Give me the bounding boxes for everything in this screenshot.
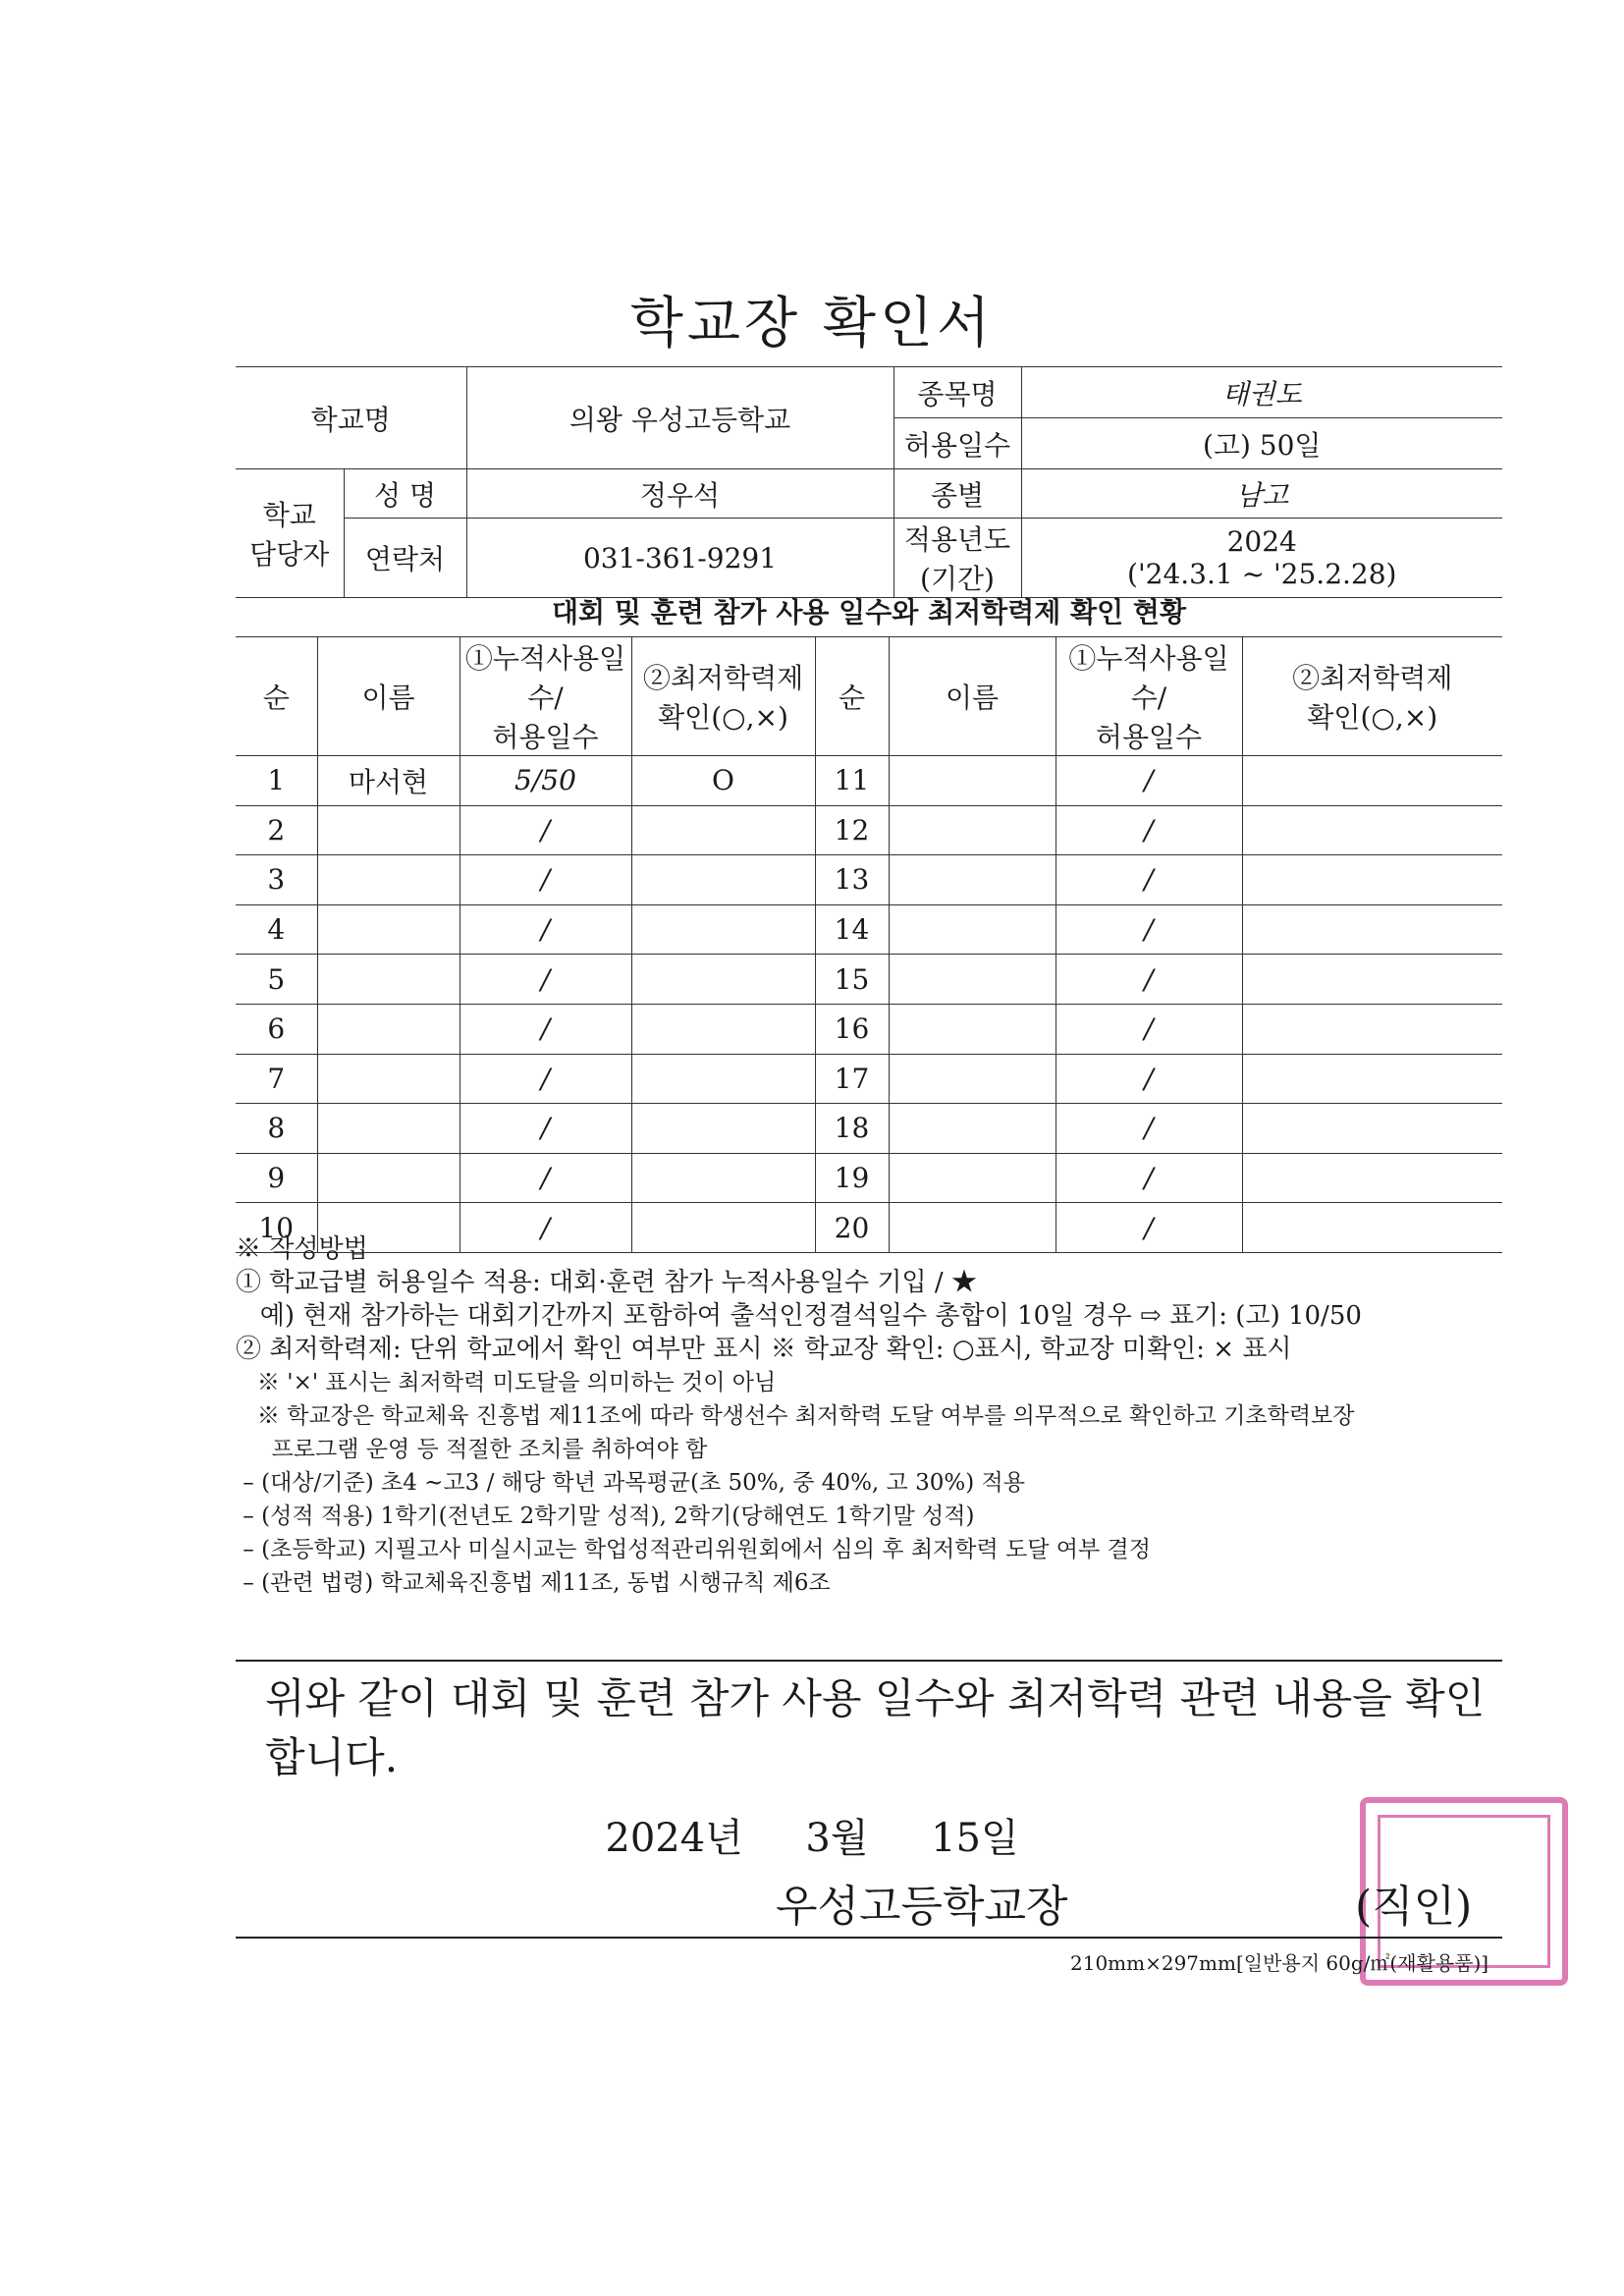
- note-line: – (성적 적용) 1학기(전년도 2학기말 성적), 2학기(당해연도 1학기말 성적): [236, 1503, 975, 1529]
- roster-cell-r-days: /: [1056, 855, 1242, 905]
- roster-cell-l-check: [631, 1054, 815, 1104]
- note-line: – (관련 법령) 학교체육진흥법 제11조, 동법 시행규칙 제6조: [236, 1570, 831, 1596]
- col-check-left-line2: 확인(○,×): [658, 701, 788, 734]
- sport-label: 종목명: [893, 367, 1021, 418]
- sport-value: 태권도: [1021, 367, 1502, 418]
- col-days-right-line1: ①누적사용일수/: [1068, 642, 1229, 714]
- roster-cell-r-no: 14: [815, 904, 889, 955]
- year-value: 2024: [1226, 525, 1297, 558]
- year-label-line2: (기간): [920, 563, 995, 595]
- note-line: ※ 작성방법: [236, 1234, 368, 1264]
- note-line: 프로그램 운영 등 적절한 조치를 취하여야 함: [236, 1437, 708, 1462]
- roster-cell-l-days: /: [460, 805, 631, 855]
- roster-cell-l-days: /: [460, 1104, 631, 1154]
- roster-cell-r-check: [1242, 1104, 1502, 1154]
- roster-cell-r-no: 19: [815, 1153, 889, 1203]
- period-value: ('24.3.1 ~ '25.2.28): [1127, 558, 1397, 590]
- roster-cell-r-no: 18: [815, 1104, 889, 1154]
- roster-cell-r-name: [889, 1153, 1056, 1203]
- roster-cell-r-check: [1242, 805, 1502, 855]
- roster-cell-r-days: /: [1056, 1153, 1242, 1203]
- year-label: [893, 519, 1021, 598]
- roster-cell-l-days: /: [460, 1004, 631, 1054]
- roster-cell-r-name: [889, 1104, 1056, 1154]
- roster-cell-r-check: [1242, 756, 1502, 806]
- note-line: ※ '×' 표시는 최저학력 미도달을 의미하는 것이 아님: [236, 1370, 777, 1395]
- col-days-left-line2: 허용일수: [492, 721, 599, 753]
- table-row: [236, 756, 1502, 806]
- roster-cell-l-check: [631, 1004, 815, 1054]
- roster-cell-l-days: /: [460, 1054, 631, 1104]
- category-value: 남고: [1021, 469, 1502, 519]
- roster-cell-l-days: /: [460, 1153, 631, 1203]
- roster-cell-r-days: /: [1056, 1054, 1242, 1104]
- roster-cell-r-no: 16: [815, 1004, 889, 1054]
- confirmation-line1: 위와 같이 대회 및 훈련 참가 사용 일수와 최저학력 관련 내용을 확인: [265, 1674, 1486, 1722]
- roster-table: [236, 636, 1502, 1253]
- roster-cell-l-check: [631, 1104, 815, 1154]
- roster-cell-l-name: [317, 1054, 460, 1104]
- col-days-right: [1056, 637, 1242, 756]
- note-line: – (초등학교) 지필고사 미실시교는 학업성적관리위원회에서 심의 후 최저학력 도달 여부 결정: [236, 1537, 1151, 1562]
- roster-cell-r-days: /: [1056, 756, 1242, 806]
- document-title: 학교장 확인서: [629, 292, 995, 355]
- roster-cell-r-check: [1242, 955, 1502, 1005]
- writing-instructions: [236, 1232, 1532, 1600]
- roster-body: [236, 756, 1502, 1253]
- roster-cell-r-check: [1242, 1004, 1502, 1054]
- roster-cell-r-name: [889, 904, 1056, 955]
- table-row: [236, 955, 1502, 1005]
- section-title: 대회 및 훈련 참가 사용 일수와 최저학력제 확인 현황: [552, 596, 1186, 629]
- contact-label: 연락처: [344, 519, 466, 598]
- roster-cell-l-days: /: [460, 1203, 631, 1253]
- roster-cell-r-days: /: [1056, 1104, 1242, 1154]
- manager-label-line2: 담당자: [249, 538, 330, 571]
- roster-cell-l-check: [631, 1153, 815, 1203]
- roster-cell-l-no: 5: [236, 955, 317, 1005]
- col-name-left: 이름: [317, 637, 460, 756]
- roster-cell-l-name: [317, 904, 460, 955]
- table-row: [236, 1104, 1502, 1154]
- manager-label: [236, 469, 344, 598]
- roster-cell-l-name: [317, 805, 460, 855]
- roster-cell-l-days: 5/50: [460, 756, 631, 806]
- roster-cell-r-no: 15: [815, 955, 889, 1005]
- roster-cell-r-name: [889, 955, 1056, 1005]
- year-value-cell: [1021, 519, 1502, 598]
- roster-cell-l-check: O: [631, 756, 815, 806]
- roster-cell-l-name: [317, 1104, 460, 1154]
- category-label: 종별: [893, 469, 1021, 519]
- col-no-left: 순: [236, 637, 317, 756]
- roster-cell-r-name: [889, 1054, 1056, 1104]
- roster-cell-l-check: [631, 805, 815, 855]
- roster-cell-l-name: [317, 855, 460, 905]
- allowed-days-label: 허용일수: [893, 418, 1021, 469]
- roster-cell-r-no: 12: [815, 805, 889, 855]
- roster-cell-l-days: /: [460, 855, 631, 905]
- roster-cell-l-no: 10: [236, 1203, 317, 1253]
- roster-cell-l-name: [317, 1004, 460, 1054]
- roster-cell-r-no: 17: [815, 1054, 889, 1104]
- roster-cell-l-no: 7: [236, 1054, 317, 1104]
- table-row: [236, 1153, 1502, 1203]
- contact-value: 031-361-9291: [466, 519, 893, 598]
- date-month: 3월: [805, 1816, 869, 1861]
- roster-cell-r-name: [889, 855, 1056, 905]
- confirmation-line2: 합니다.: [265, 1733, 399, 1781]
- table-row: [236, 855, 1502, 905]
- col-check-left-line1: ②최저학력제: [642, 662, 804, 694]
- date-year: 2024년: [605, 1816, 743, 1861]
- col-check-right: [1242, 637, 1502, 756]
- roster-cell-r-no: 13: [815, 855, 889, 905]
- manager-label-line1: 학교: [262, 499, 316, 531]
- roster-cell-l-no: 9: [236, 1153, 317, 1203]
- header-table: [236, 366, 1502, 598]
- roster-cell-l-no: 1: [236, 756, 317, 806]
- roster-cell-l-no: 3: [236, 855, 317, 905]
- name-label: 성 명: [344, 469, 466, 519]
- roster-cell-l-no: 8: [236, 1104, 317, 1154]
- note-line: – (대상/기준) 초4 ~고3 / 해당 학년 과목평균(초 50%, 중 40%, 고 30%) 적용: [236, 1470, 1025, 1496]
- col-name-right: 이름: [889, 637, 1056, 756]
- roster-cell-r-check: [1242, 1054, 1502, 1104]
- roster-cell-r-no: 11: [815, 756, 889, 806]
- bottom-rule: [236, 1937, 1502, 1939]
- roster-cell-l-no: 2: [236, 805, 317, 855]
- roster-cell-l-days: /: [460, 955, 631, 1005]
- confirmation-statement: [265, 1669, 1502, 1787]
- roster-cell-r-days: /: [1056, 955, 1242, 1005]
- roster-cell-r-name: [889, 805, 1056, 855]
- roster-cell-r-days: /: [1056, 805, 1242, 855]
- school-label: 학교명: [236, 367, 466, 469]
- roster-cell-l-name: [317, 955, 460, 1005]
- col-check-right-line1: ②최저학력제: [1292, 662, 1453, 694]
- seal-label: (직인): [1355, 1882, 1473, 1932]
- confirm-rule: [236, 1660, 1502, 1662]
- table-row: [236, 1004, 1502, 1054]
- col-check-left: [631, 637, 815, 756]
- roster-cell-r-name: [889, 756, 1056, 806]
- roster-cell-r-days: /: [1056, 1203, 1242, 1253]
- roster-cell-l-check: [631, 904, 815, 955]
- roster-cell-l-days: /: [460, 904, 631, 955]
- roster-cell-l-check: [631, 855, 815, 905]
- roster-cell-r-days: /: [1056, 904, 1242, 955]
- roster-cell-r-check: [1242, 904, 1502, 955]
- note-line: ② 최저학력제: 단위 학교에서 확인 여부만 표시 ※ 학교장 확인: ○표시, 학교장 미확인: × 표시: [236, 1335, 1292, 1364]
- roster-cell-r-name: [889, 1004, 1056, 1054]
- paper-spec: 210mm×297mm[일반용지 60g/㎡(재활용품)]: [1070, 1951, 1489, 1975]
- roster-cell-r-no: 20: [815, 1203, 889, 1253]
- roster-cell-l-no: 4: [236, 904, 317, 955]
- allowed-days-value: (고) 50일: [1021, 418, 1502, 469]
- principal-title: 우성고등학교장: [776, 1882, 1068, 1932]
- col-days-left-line1: ①누적사용일수/: [464, 642, 626, 714]
- table-row: [236, 904, 1502, 955]
- roster-cell-r-check: [1242, 1153, 1502, 1203]
- note-line: 예) 현재 참가하는 대회기간까지 포함하여 출석인정결석일수 총합이 10일 경우 ⇨ 표기: (고) 10/50: [236, 1301, 1362, 1331]
- table-row: [236, 805, 1502, 855]
- name-value: 정우석: [466, 469, 893, 519]
- col-days-left: [460, 637, 631, 756]
- year-label-line1: 적용년도: [903, 523, 1011, 556]
- date-day: 15일: [931, 1816, 1019, 1861]
- roster-cell-l-name: [317, 1153, 460, 1203]
- roster-cell-r-check: [1242, 855, 1502, 905]
- roster-cell-l-name: 마서현: [317, 756, 460, 806]
- table-row: [236, 1054, 1502, 1104]
- roster-cell-r-days: /: [1056, 1004, 1242, 1054]
- school-name: 의왕 우성고등학교: [466, 367, 893, 469]
- note-line: ※ 학교장은 학교체육 진흥법 제11조에 따라 학생선수 최저학력 도달 여부를 의무적으로 확인하고 기초학력보장: [236, 1403, 1355, 1429]
- col-check-right-line2: 확인(○,×): [1307, 701, 1438, 734]
- roster-cell-l-no: 6: [236, 1004, 317, 1054]
- note-line: ① 학교급별 허용일수 적용: 대회·훈련 참가 누적사용일수 기입 / ★: [236, 1268, 977, 1297]
- col-days-right-line2: 허용일수: [1095, 721, 1203, 753]
- col-no-right: 순: [815, 637, 889, 756]
- roster-cell-l-check: [631, 955, 815, 1005]
